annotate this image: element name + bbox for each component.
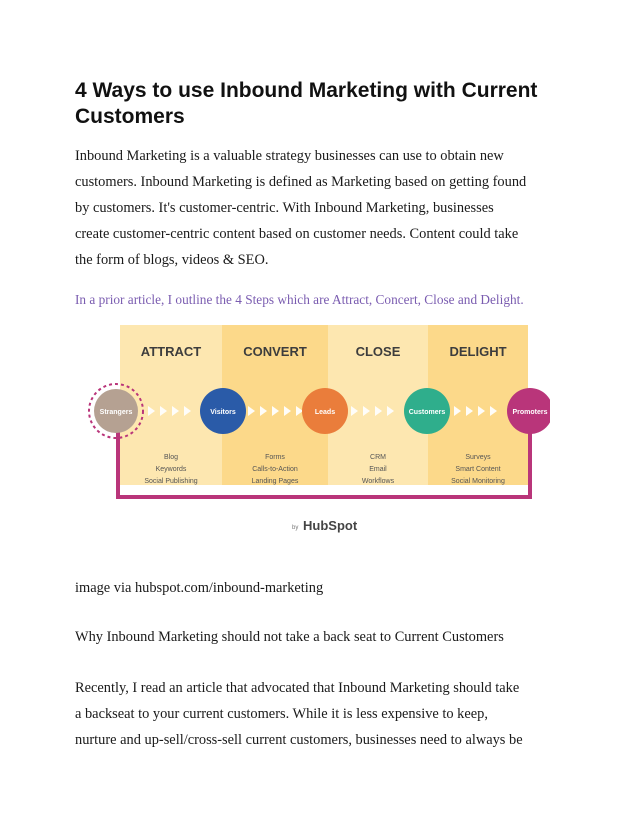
stage-label-convert: CONVERT [243, 344, 307, 359]
stage-label-attract: ATTRACT [140, 344, 202, 359]
tool-label: Landing Pages [251, 478, 299, 485]
node-label-leads: Leads [314, 409, 336, 416]
intro-paragraph [75, 143, 575, 273]
node-label-promoters: Promoters [512, 409, 548, 416]
page-title: 4 Ways to use Inbound Marketing with Current Customers [75, 79, 538, 128]
prior-article-line: In a prior article, I outline the 4 Steps which are Attract, Concert, Close and Delight. [75, 292, 524, 307]
tool-label: Blog [163, 454, 179, 461]
stage-label-delight: DELIGHT [449, 344, 507, 359]
tool-label: Forms [265, 454, 285, 461]
credit-by: by [292, 525, 299, 531]
tool-label: Social Publishing [144, 478, 198, 485]
tool-label: Email [369, 466, 387, 473]
tool-label: Smart Content [455, 466, 501, 473]
tool-label: Workflows [361, 478, 395, 485]
node-label-visitors: Visitors [210, 409, 236, 416]
body-paragraph [75, 675, 575, 753]
intro-line: customers. Inbound Marketing is defined as Marketing based on getting found [75, 174, 527, 190]
tool-label: Surveys [465, 454, 491, 461]
inbound-methodology-diagram [88, 325, 550, 540]
tool-label: Keywords [155, 466, 187, 473]
node-label-customers: Customers [408, 409, 446, 416]
tool-label: Calls-to-Action [252, 466, 298, 473]
tool-label: Social Monitoring [451, 478, 505, 485]
section-subheading: Why Inbound Marketing should not take a back seat to Current Customers [75, 629, 504, 645]
stage-label-close: CLOSE [355, 344, 401, 359]
body-line: a backseat to your current customers. While it is less expensive to keep, [75, 706, 488, 722]
hubspot-logo: HubSpot [303, 518, 358, 533]
node-label-strangers: Strangers [99, 409, 133, 416]
image-caption: image via hubspot.com/inbound-marketing [75, 580, 324, 596]
body-line: nurture and up-sell/cross-sell current customers, businesses need to always be [75, 732, 523, 748]
intro-line: by customers. It's customer-centric. With Inbound Marketing, businesses [75, 200, 494, 216]
intro-line: the form of blogs, videos & SEO. [75, 252, 269, 268]
body-line: Recently, I read an article that advocated that Inbound Marketing should take [75, 680, 520, 696]
intro-line: create customer-centric content based on customer needs. Content could take [75, 226, 519, 242]
intro-line: Inbound Marketing is a valuable strategy businesses can use to obtain new [75, 148, 504, 164]
tool-label: CRM [370, 454, 386, 461]
